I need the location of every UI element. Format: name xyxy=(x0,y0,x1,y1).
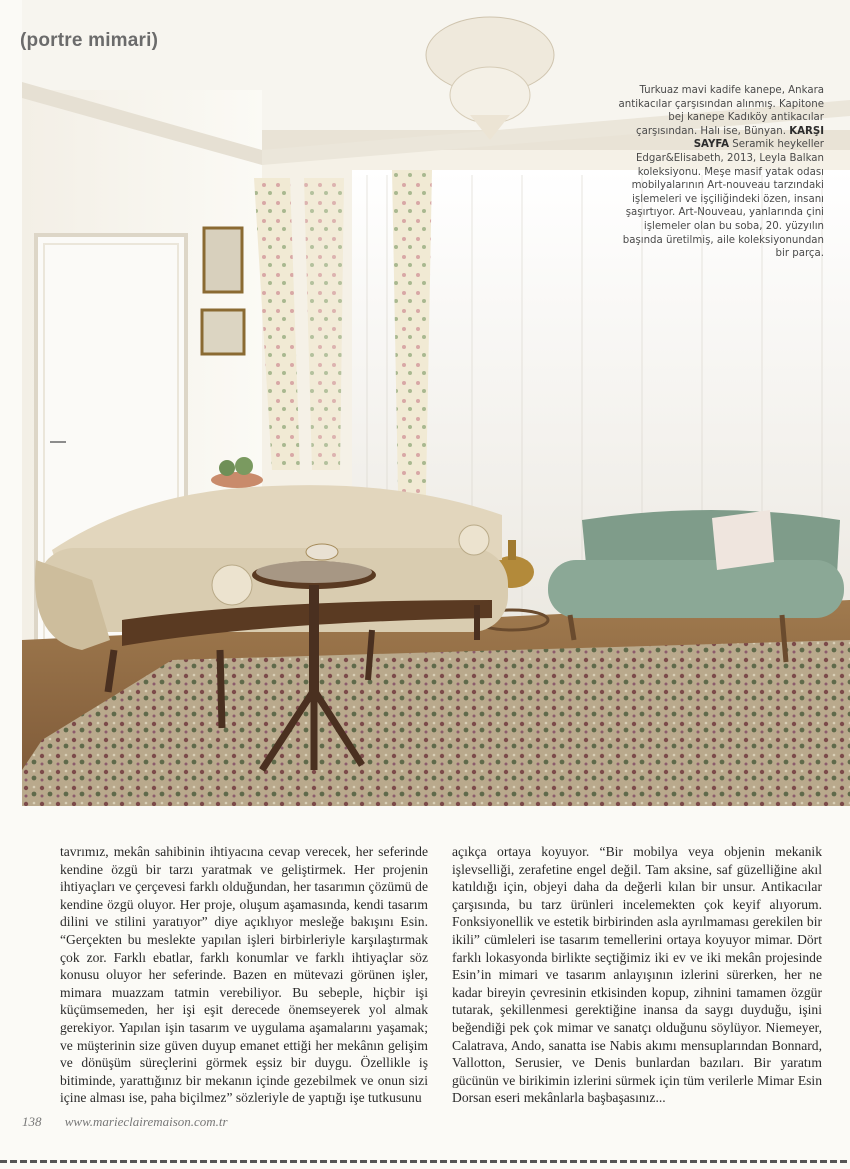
body-paragraph-left: tavrımız, mekân sahibinin ihtiyacına cevap verecek, her seferinde kendine özgü bir tarzı yaratmak ve geliştirmek. Her projenin ihtiyaçları ve çerçevesi farklı olduğundan, her tasarımın çözümü de kendine özgü oluyor. Her proje, oluşum aşamasında, kendi tasarım dilini ve stilini yaratıyor” diye açıklıyor mesleğe bakışını Esin. “Gerçekten bu meslekte yapılan işleri birbirleriyle karşılaştırmak çok zor. Farklı ebatlar, farklı konumlar ve farklı ihtiyaçlar söz konusu oluyor her seferinde. Bazen en mütevazi görünen işler, mimara muazzam tatmin verebiliyor. Bu sebeple, hiçbir işi küçümsemeden, her işi eşit derecede önemseyerek yol almak gerekiyor. Yapılan işin tasarım ve uygulama aşamalarını yaşamak; ve müşterinin size güven duyup emanet ettiği her mekânın gelişim ve dönüşüm süreçlerini görmek eşsiz bir duygu. Özellikle iş bitiminde, yarattığınız bir mekanın içinde gezebilmek ve onun sizi içine alması ise, paha biçilmez” sözleriyle de yaptığı işe tutkusunu xyxy=(60,844,428,1106)
bottom-divider xyxy=(0,1160,850,1163)
page-footer xyxy=(22,1114,228,1130)
photo-caption xyxy=(614,84,824,261)
caption-highlight: KARŞI SAYFA xyxy=(693,125,824,151)
section-tag: (portre mimari) xyxy=(20,30,159,51)
body-paragraph-right: açıkça ortaya koyuyor. “Bir mobilya veya objenin mekanik işlevselliği, zerafetine engel değil. Tam aksine, saf güzelliğine akıl katıldığı için, objeyi daha da değerli kılan bir unsur. Antikacılar çarşısında, bu tarz ürünleri incelemekten çok keyif alıyorum. Fonksiyonellik ve estetik birbirinden asla ayrılmaması gerekilen bir ikili” cümleleri ise tasarım temellerini ortaya koyuyor mimar. Dört farklı lokasyonda birlikte seçtiğimiz iki ev ve iki mekân projesinde Esin’in mimari ve tasarım anlayışının izlerini sürerken, her ne kadar bireyin çevresinin etkisinden kopup, zihnini tamamen özgür tutarak, şekillenmesi gerektiğine inansa da saygı duyduğu, işini beğendiği pek çok mimar ve sanatçı olduğunu söylüyor. Niemeyer, Calatrava, Ando, sanatta ise Nabis akımı mensuplarından Bonnard, Vallotton, Serusier, ve Denis bunlardan bazıları. Bir yaratım gücünün ve birikimin izlerini sürmek için tüm verilerle Mimar Esin Dorsan eseri mekânlarla başbaşasınız... xyxy=(452,844,822,1106)
body-column-left xyxy=(60,843,428,1107)
website-link[interactable]: www.marieclairemaison.com.tr xyxy=(64,1114,228,1129)
page-number: 138 xyxy=(22,1114,42,1129)
body-column-right xyxy=(452,843,822,1107)
caption-text-continued: Seramik heykeller Edgar&Elisabeth, 2013, Leyla Balkan koleksiyonu. Meşe masif yatak odası mobilyalarının Art-nouveau tarzındaki işlemeleri ve işçiliğindeki özen, insanı şaşırtıyor. Art-Nouveau, yanlarında çini işlemeler olan bu soba, 20. yüzyılın başında üretilmiş, aile koleksiyonundan bir parça. xyxy=(622,139,824,260)
caption-text: Turkuaz mavi kadife kanepe, Ankara antikacılar çarşısından alınmış. Kapitone bej kanepe Kadıköy antikacılar çarşısından. Halı ise, Bünyan. xyxy=(618,85,824,137)
